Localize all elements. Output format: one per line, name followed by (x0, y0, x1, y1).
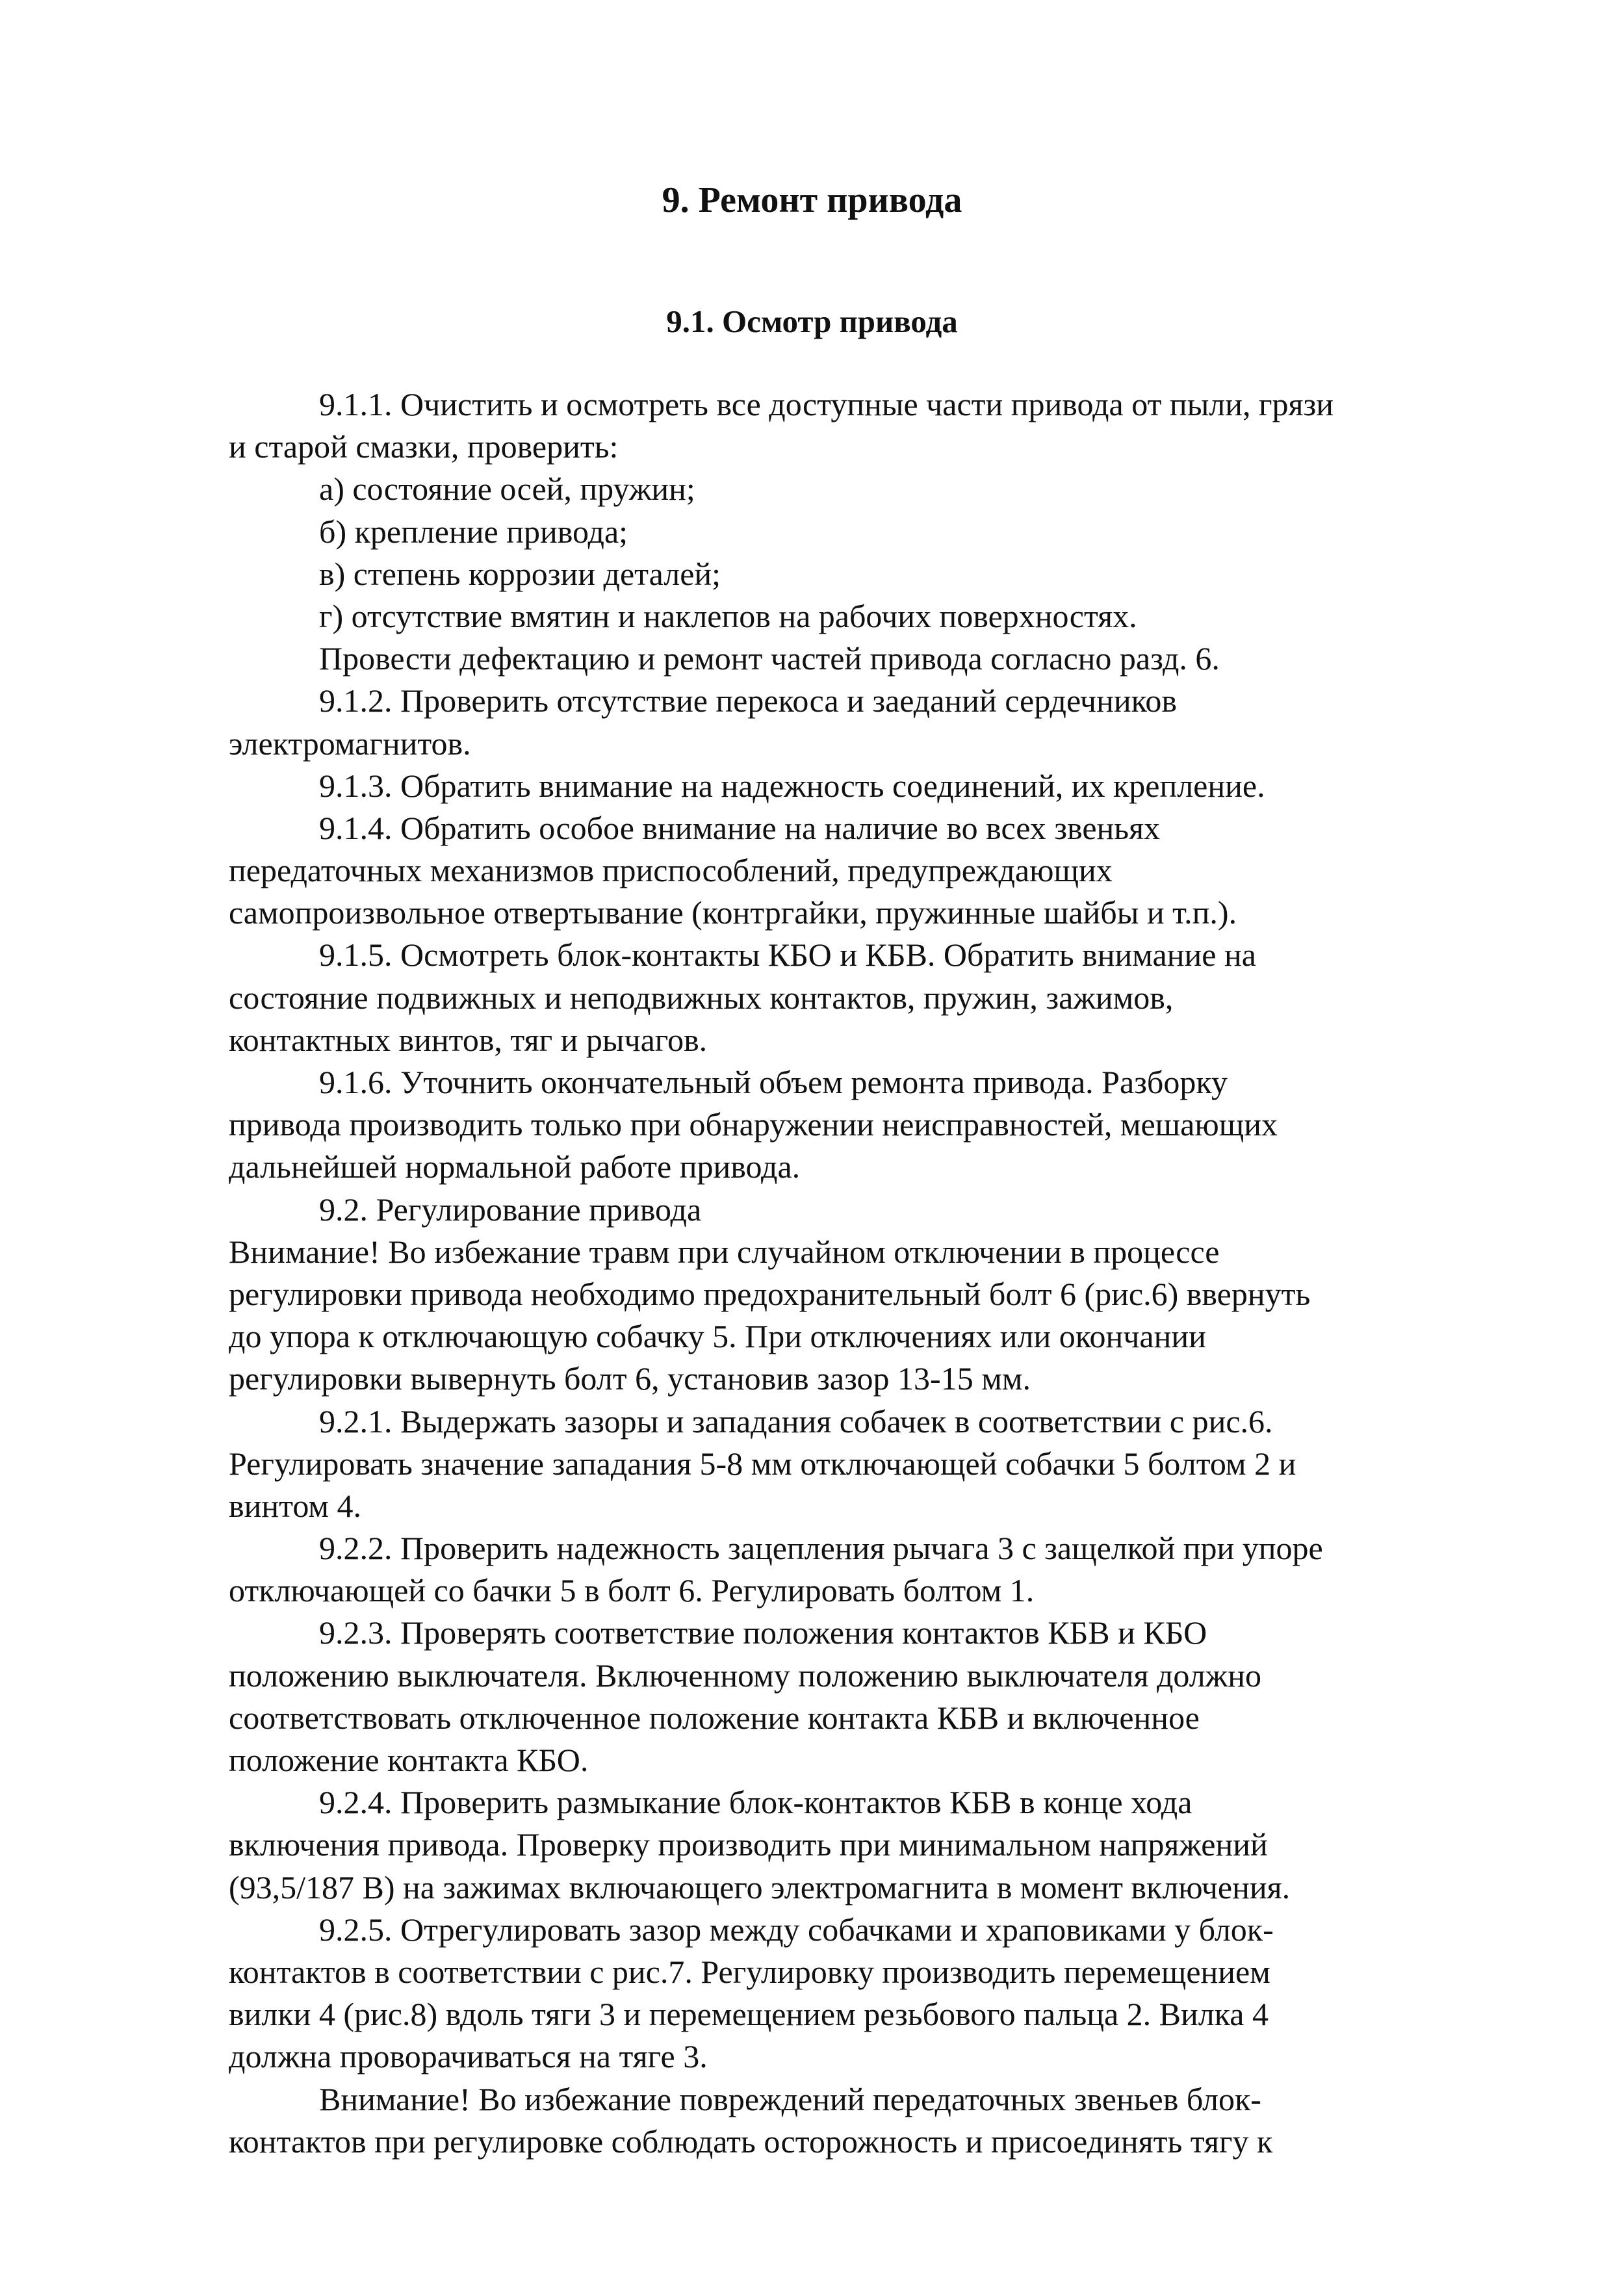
text-line: самопроизвольное отвертывание (контргайки, пружинные шайбы и т.п.). (229, 894, 1237, 931)
text-line: состояние подвижных и неподвижных контактов, пружин, зажимов, (229, 979, 1174, 1016)
text-line: 9.1.5. Осмотреть блок-контакты КБО и КБВ. Обратить внимание на (319, 937, 1256, 974)
text-line: и старой смазки, проверить: (229, 428, 619, 465)
text-line: контактов при регулировке соблюдать осторожность и присоединять тягу к (229, 2123, 1273, 2160)
text-line: контактов в соответствии с рис.7. Регулировку производить перемещением (229, 1953, 1270, 1990)
text-line: 9.2.5. Отрегулировать зазор между собачками и храповиками у блок- (319, 1911, 1274, 1948)
text-line: 9.1.2. Проверить отсутствие перекоса и заеданий сердечников (319, 682, 1177, 719)
text-line: Внимание! Во избежание травм при случайном отключении в процессе (229, 1233, 1220, 1270)
text-line: регулировки привода необходимо предохранительный болт 6 (рис.6) ввернуть (229, 1275, 1311, 1312)
text-line: Провести дефектацию и ремонт частей привода согласно разд. 6. (319, 640, 1220, 677)
text-line: 9.2. Регулирование привода (319, 1191, 702, 1228)
text-line: электромагнитов. (229, 725, 471, 762)
text-line: положению выключателя. Включенному положению выключателя должно (229, 1657, 1261, 1694)
text-line: Внимание! Во избежание повреждений передаточных звеньев блок- (319, 2080, 1261, 2117)
text-line: 9.1.3. Обратить внимание на надежность соединений, их крепление. (319, 767, 1265, 804)
text-line: 9.2.3. Проверять соответствие положения контактов КБВ и КБО (319, 1614, 1207, 1651)
text-line: 9.1.6. Уточнить окончательный объем ремонта привода. Разборку (319, 1064, 1228, 1100)
text-line: должна проворачиваться на тяге 3. (229, 2038, 708, 2075)
text-line: 9.1.1. Очистить и осмотреть все доступные части привода от пыли, грязи (319, 386, 1334, 422)
body-text (229, 383, 1483, 2163)
text-line: положение контакта КБО. (229, 1742, 589, 1778)
text-line: в) степень коррозии деталей; (319, 555, 721, 592)
text-line: включения привода. Проверку производить при минимальном напряжений (229, 1826, 1268, 1863)
text-line: Регулировать значение западания 5-8 мм отключающей собачки 5 болтом 2 и (229, 1445, 1296, 1482)
text-line: 9.2.1. Выдержать зазоры и западания собачек в соответствии с рис.6. (319, 1402, 1273, 1440)
text-line: передаточных механизмов приспособлений, предупреждающих (229, 852, 1113, 889)
text-line: б) крепление привода; (319, 513, 628, 550)
text-line: соответствовать отключенное положение контакта КБВ и включенное (229, 1699, 1200, 1736)
text-line: г) отсутствие вмятин и наклепов на рабочих поверхностях. (319, 597, 1137, 634)
text-line: винтом 4. (229, 1487, 362, 1524)
text-line: а) состояние осей, пружин; (319, 471, 695, 508)
text-line: отключающей со бачки 5 в болт 6. Регулировать болтом 1. (229, 1572, 1035, 1609)
page-title: 9. Ремонт привода (662, 180, 962, 220)
text-line: контактных винтов, тяг и рычагов. (229, 1021, 708, 1058)
text-line: дальнейшей нормальной работе привода. (229, 1148, 801, 1185)
text-line: привода производить только при обнаружении неисправностей, мешающих (229, 1106, 1278, 1143)
section-title: 9.1. Осмотр привода (666, 304, 958, 339)
text-line: вилки 4 (рис.8) вдоль тяги 3 и перемещением резьбового пальца 2. Вилка 4 (229, 1996, 1269, 2033)
text-line: (93,5/187 В) на зажимах включающего электромагнита в момент включения. (229, 1868, 1291, 1906)
text-line: 9.2.2. Проверить надежность зацепления рычага 3 с защелкой при упоре (319, 1530, 1323, 1567)
text-line: до упора к отключающую собачку 5. При отключениях или окончании (229, 1318, 1206, 1355)
text-line: 9.2.4. Проверить размыкание блок-контактов КБВ в конце хода (319, 1784, 1192, 1821)
text-line: регулировки вывернуть болт 6, установив зазор 13-15 мм. (229, 1360, 1031, 1397)
text-line: 9.1.4. Обратить особое внимание на наличие во всех звеньях (319, 809, 1161, 846)
